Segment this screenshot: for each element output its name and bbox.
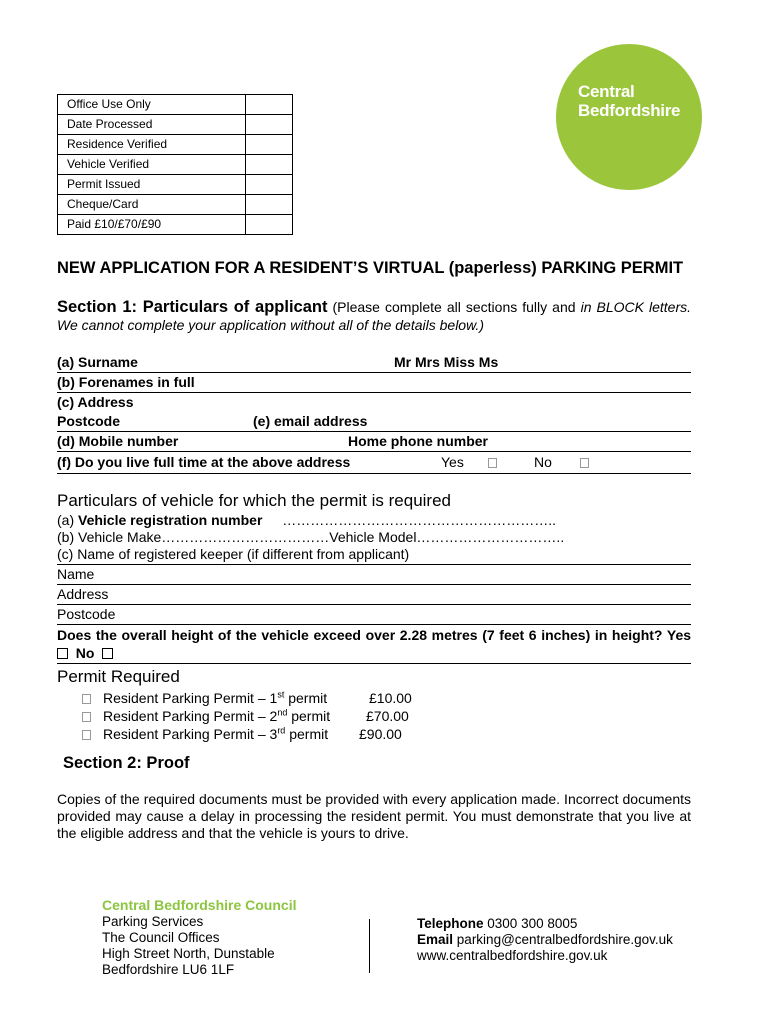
vehicle-verified-value[interactable] [246, 155, 293, 175]
permit-issued-label: Permit Issued [58, 175, 246, 195]
page-title: NEW APPLICATION FOR A RESIDENT’S VIRTUAL (paperless) PARKING PERMIT [57, 259, 684, 277]
phone-row[interactable] [57, 432, 691, 452]
permit-3-checkbox[interactable] [82, 730, 91, 740]
email-label: (e) email address [253, 413, 368, 429]
vehicle-reg-label: Vehicle registration number [78, 512, 263, 528]
address-label: (c) Address [57, 394, 134, 410]
vehicle-registration-row[interactable] [57, 512, 691, 529]
forenames-label: (b) Forenames in full [57, 374, 195, 390]
height-yes-checkbox[interactable] [57, 648, 68, 659]
permit-1-sup: st [277, 689, 285, 700]
paid-value[interactable] [246, 215, 293, 235]
home-phone-label: Home phone number [348, 433, 489, 449]
office-use-table [57, 94, 293, 235]
full-time-yes-label: Yes [441, 454, 464, 470]
permit-2-price: £70.00 [366, 708, 409, 724]
section-1-instruction: (Please complete all sections fully and [332, 299, 576, 315]
section-1-instruction-italic: in BLOCK letters. We cannot complete your application without all of the details below.) [57, 299, 692, 333]
full-time-no-checkbox[interactable] [580, 452, 589, 473]
office-use-value[interactable] [246, 95, 293, 115]
keeper-name-row[interactable]: Name [57, 565, 691, 585]
address-line-2: The Council Offices [102, 930, 220, 945]
surname-row[interactable] [57, 353, 691, 373]
logo-text [578, 82, 680, 120]
section-1-heading: Section 1: Particulars of applicant [57, 298, 328, 316]
postcode-email-row[interactable] [57, 412, 691, 432]
vehicle-verified-label: Vehicle Verified [58, 155, 246, 175]
central-bedfordshire-logo [556, 44, 702, 190]
footer-contact [417, 916, 673, 964]
footer-address [102, 897, 296, 978]
address-line-4: Bedfordshire LU6 1LF [102, 962, 235, 977]
logo-line-2: Bedfordshire [578, 101, 681, 120]
address-line-1: Parking Services [102, 914, 204, 929]
section-2-heading: Section 2: Proof [63, 754, 190, 772]
mobile-label: (d) Mobile number [57, 433, 179, 449]
date-processed-label: Date Processed [58, 115, 246, 135]
vehicle-section [57, 490, 691, 743]
vehicle-reg-prefix: (a) [57, 512, 75, 528]
surname-label: (a) Surname [57, 354, 138, 370]
permit-3-suffix: permit [285, 726, 329, 742]
date-processed-value[interactable] [246, 115, 293, 135]
permit-2-label: Resident Parking Permit – 2 [103, 708, 278, 724]
permit-option-3[interactable] [57, 725, 691, 743]
footer-divider [369, 919, 370, 973]
keeper-address-row[interactable]: Address [57, 585, 691, 605]
permit-2-sup: nd [277, 707, 288, 718]
height-no-label: No [75, 645, 95, 661]
permit-3-sup: rd [277, 725, 286, 736]
logo-line-1: Central [578, 82, 635, 101]
permit-1-suffix: permit [284, 690, 328, 706]
permit-1-price: £10.00 [369, 690, 412, 706]
email-link[interactable]: parking@centralbedfordshire.gov.uk [456, 932, 673, 947]
permit-3-price: £90.00 [359, 726, 402, 742]
vehicle-height-question [57, 626, 691, 664]
section-2-paragraph: Copies of the required documents must be provided with every application made. Incorrect documents provided may cause a delay in processing the resident permit. You must demonstrate that you live at the eligible address and that the vehicle is yours to drive. [57, 791, 691, 841]
applicant-fields [57, 353, 691, 474]
forenames-row[interactable] [57, 373, 691, 393]
vehicle-reg-dots[interactable]: ………………………………………………….. [282, 512, 556, 528]
permit-3-label: Resident Parking Permit – 3 [103, 726, 278, 742]
residence-verified-value[interactable] [246, 135, 293, 155]
full-time-yes-checkbox[interactable] [488, 452, 497, 473]
vehicle-heading: Particulars of vehicle for which the permit is required [57, 491, 451, 510]
height-question-text: Does the overall height of the vehicle exceed over 2.28 metres (7 feet 6 inches) in height? [57, 627, 663, 643]
permit-1-label: Resident Parking Permit – 1 [103, 690, 278, 706]
permit-2-checkbox[interactable] [82, 712, 91, 722]
telephone-line [417, 916, 673, 932]
telephone-number[interactable]: 0300 300 8005 [487, 916, 578, 931]
email-line [417, 932, 673, 948]
postcode-label: Postcode [57, 413, 121, 429]
permit-option-2[interactable] [57, 707, 691, 725]
full-time-no-label: No [534, 454, 552, 470]
keeper-heading: (c) Name of registered keeper (if different from applicant) [57, 546, 691, 565]
council-name: Central Bedfordshire Council [102, 897, 297, 913]
full-time-label: (f) Do you live full time at the above address [57, 454, 351, 470]
height-no-checkbox[interactable] [102, 648, 113, 659]
residence-verified-label: Residence Verified [58, 135, 246, 155]
email-contact-label: Email [417, 932, 454, 947]
height-yes-label: Yes [666, 627, 692, 643]
cheque-card-label: Cheque/Card [58, 195, 246, 215]
telephone-label: Telephone [417, 916, 484, 931]
permit-1-checkbox[interactable] [82, 694, 91, 704]
section-1-intro [57, 298, 691, 334]
permit-required-heading: Permit Required [57, 667, 180, 686]
title-options[interactable]: Mr Mrs Miss Ms [394, 354, 499, 370]
permit-2-suffix: permit [287, 708, 331, 724]
permit-option-1[interactable] [57, 689, 691, 707]
address-line-3: High Street North, Dunstable [102, 946, 275, 961]
cheque-card-value[interactable] [246, 195, 293, 215]
address-row[interactable] [57, 393, 691, 412]
paid-label: Paid £10/£70/£90 [58, 215, 246, 235]
keeper-postcode-row[interactable]: Postcode [57, 605, 691, 625]
website-link[interactable]: www.centralbedfordshire.gov.uk [417, 948, 608, 963]
office-use-label: Office Use Only [58, 95, 246, 115]
full-time-row [57, 452, 691, 474]
permit-issued-value[interactable] [246, 175, 293, 195]
vehicle-make-model-row[interactable]: (b) Vehicle Make………………………………Vehicle Model………………………….. [57, 529, 565, 545]
